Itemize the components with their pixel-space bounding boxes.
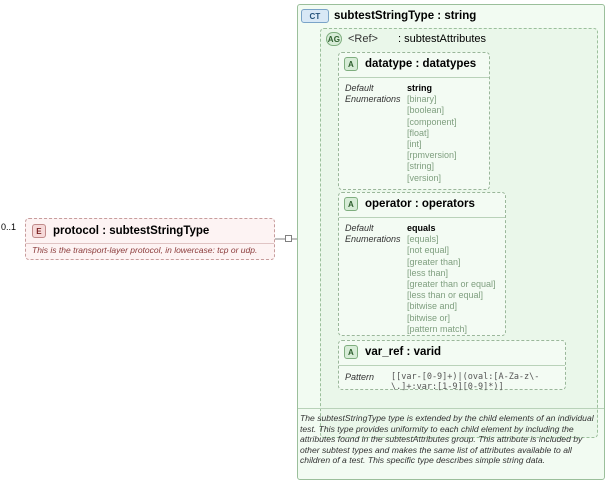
attribute-operator-facet-values: [407, 223, 496, 335]
documentation-divider: [298, 408, 604, 409]
attribute-datatype-name: datatype : datatypes: [365, 58, 477, 70]
attribute-icon: A: [344, 197, 358, 211]
attribute-var-ref-header: [344, 345, 441, 359]
element-icon: E: [32, 224, 46, 238]
attribute-var-ref[interactable]: [338, 340, 566, 390]
attribute-operator-enum-1: [not equal]: [407, 245, 450, 256]
attribute-operator-enum-3: [less than]: [407, 267, 449, 278]
element-header: [32, 224, 209, 238]
attribute-operator-enum-8: [pattern match]: [407, 323, 468, 334]
attribute-var-ref-divider: [339, 365, 565, 366]
element-divider: [26, 243, 274, 244]
attribute-datatype-facet-values: [407, 83, 457, 184]
attribute-var-ref-pattern: [[var-[0-9]+)|(oval:[A-Za-z\-\.]+:var:[1-9][0-9]*)]: [391, 372, 540, 392]
attribute-operator-facet-label-enumerations: Enumerations: [345, 234, 401, 244]
attribute-icon: A: [344, 57, 358, 71]
attribute-datatype-facet-label-default: Default: [345, 83, 374, 93]
complex-type-icon: CT: [301, 9, 329, 23]
element-documentation: This is the transport-layer protocol, in lowercase: tcp or udp.: [32, 245, 258, 255]
attribute-operator-facet-label-default: Default: [345, 223, 374, 233]
attribute-datatype-enum-0: [binary]: [407, 94, 437, 105]
attribute-operator-divider: [339, 217, 505, 218]
attribute-operator-header: [344, 197, 475, 211]
attribute-group-ref-label: <Ref>: [348, 33, 378, 45]
complex-type-title: subtestStringType : string: [334, 10, 477, 22]
complex-type-header: [301, 7, 476, 25]
attribute-datatype-facet-label-enumerations: Enumerations: [345, 94, 401, 104]
attribute-icon: A: [344, 345, 358, 359]
attribute-operator-enum-4: [greater than or equal]: [407, 279, 496, 290]
attribute-datatype[interactable]: [338, 52, 490, 190]
element-name: protocol : subtestStringType: [53, 225, 210, 237]
attribute-var-ref-name: var_ref : varid: [365, 346, 442, 358]
attribute-operator-enum-0: [equals]: [407, 234, 439, 245]
attribute-datatype-enum-1: [boolean]: [407, 105, 445, 116]
attribute-group-name: : subtestAttributes: [397, 33, 487, 45]
attribute-operator-name: operator : operators: [365, 198, 475, 210]
attribute-var-ref-facet-label-pattern: Pattern: [345, 372, 375, 382]
attribute-datatype-enum-6: [string]: [407, 161, 435, 172]
attribute-operator-enum-7: [bitwise or]: [407, 312, 451, 323]
expand-connector-icon[interactable]: [285, 235, 292, 242]
attribute-datatype-enum-4: [int]: [407, 139, 422, 150]
attribute-operator-enum-2: [greater than]: [407, 256, 461, 267]
attribute-datatype-divider: [339, 77, 489, 78]
attribute-datatype-enum-2: [component]: [407, 116, 457, 127]
attribute-group-icon: AG: [326, 32, 342, 46]
element-protocol[interactable]: [25, 218, 275, 260]
attribute-datatype-enum-5: [rpmversion]: [407, 150, 457, 161]
attribute-datatype-enum-3: [float]: [407, 127, 430, 138]
attribute-operator-default: equals: [407, 223, 436, 233]
attribute-group-header: [326, 32, 486, 46]
attribute-operator-enum-6: [bitwise and]: [407, 301, 458, 312]
attribute-datatype-header: [344, 57, 476, 71]
attribute-operator-enum-5: [less than or equal]: [407, 290, 484, 301]
attribute-operator[interactable]: [338, 192, 506, 336]
attribute-datatype-enum-7: [version]: [407, 172, 442, 183]
occurrence-indicator: 0..1: [1, 222, 17, 232]
attribute-datatype-default: string: [407, 83, 433, 93]
complex-type-documentation: The subtestStringType type is extended by the child elements of an individual test. This type provides uniformity to each child element by including the attributes found in the subtestAttributes group. This attribute is included by other subtest types and makes the same list of attributes available to all children of a test. This specific type describes simple string data.: [300, 413, 594, 466]
